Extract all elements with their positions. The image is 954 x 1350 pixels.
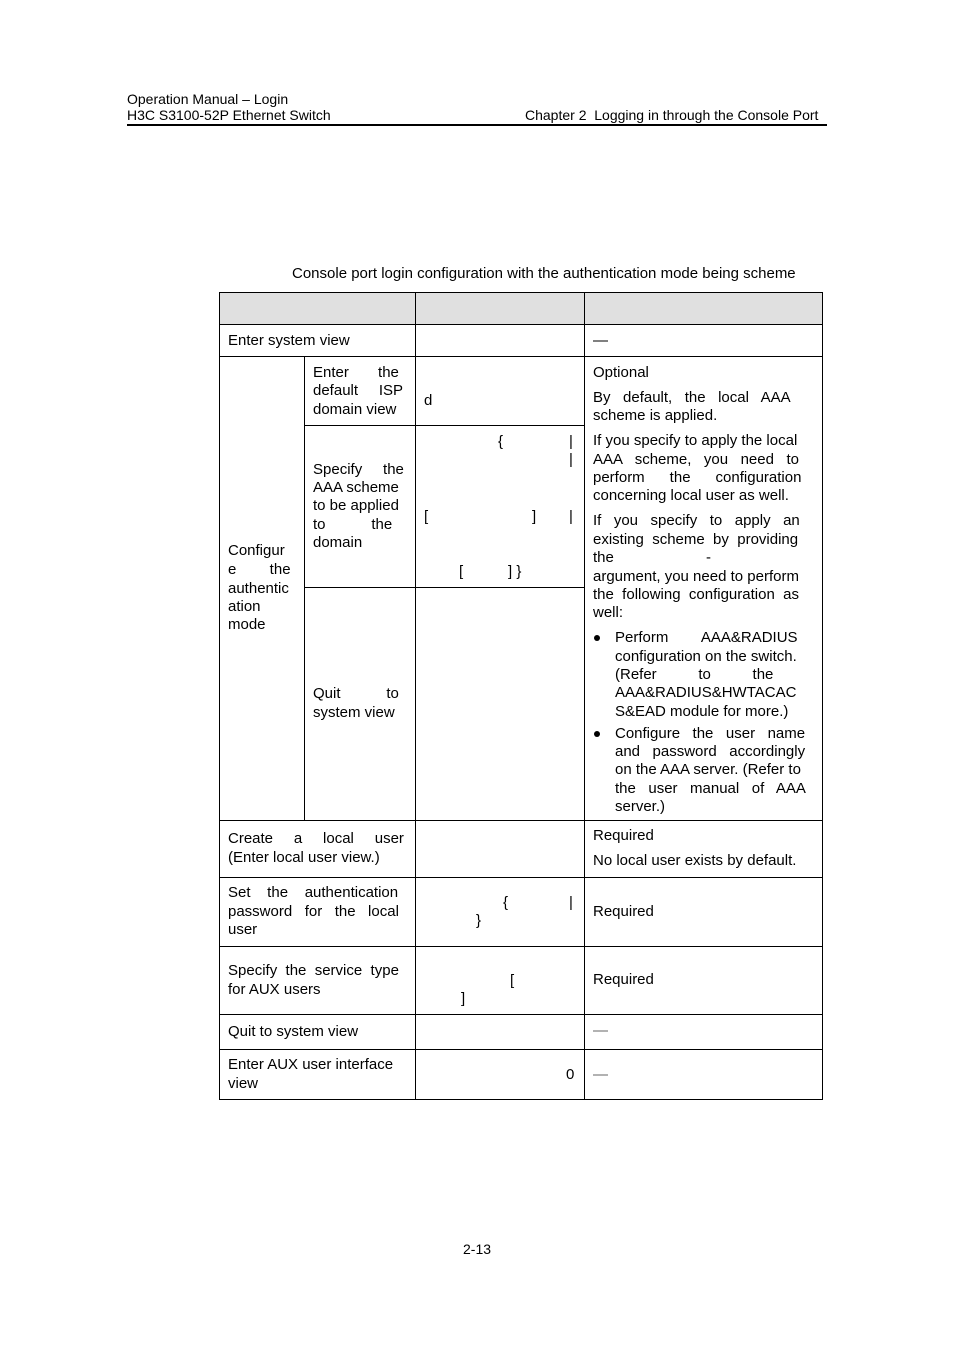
desc-dash: — bbox=[593, 1066, 608, 1083]
bullet-icon bbox=[594, 731, 600, 737]
op-enter-system-view: Enter system view bbox=[228, 332, 350, 349]
table-caption: Console port login configuration with the authentication mode being scheme bbox=[292, 265, 796, 282]
desc-required: Required bbox=[593, 903, 654, 920]
desc-optional: Optional bbox=[593, 364, 649, 381]
header-rule bbox=[127, 124, 827, 126]
chapter-title: Chapter 2 Logging in through the Console Port bbox=[525, 107, 819, 123]
bullet-icon bbox=[594, 635, 600, 641]
op-quit-system-view-2: Quit to system view bbox=[228, 1023, 359, 1040]
desc-system-view: — bbox=[593, 332, 608, 349]
desc-required: Required bbox=[593, 971, 654, 988]
cmd-domain: d bbox=[424, 392, 433, 409]
desc-dash: — bbox=[593, 1022, 608, 1039]
desc-no-local-user: No local user exists by default. bbox=[593, 852, 797, 869]
manual-title: Operation Manual – Login bbox=[127, 91, 289, 107]
desc-required: Required bbox=[593, 827, 654, 844]
table-header-row bbox=[219, 292, 823, 325]
page-number: 2-13 bbox=[463, 1241, 492, 1257]
product-name: H3C S3100-52P Ethernet Switch bbox=[127, 107, 331, 123]
cmd-aux-number: 0 bbox=[566, 1066, 575, 1083]
